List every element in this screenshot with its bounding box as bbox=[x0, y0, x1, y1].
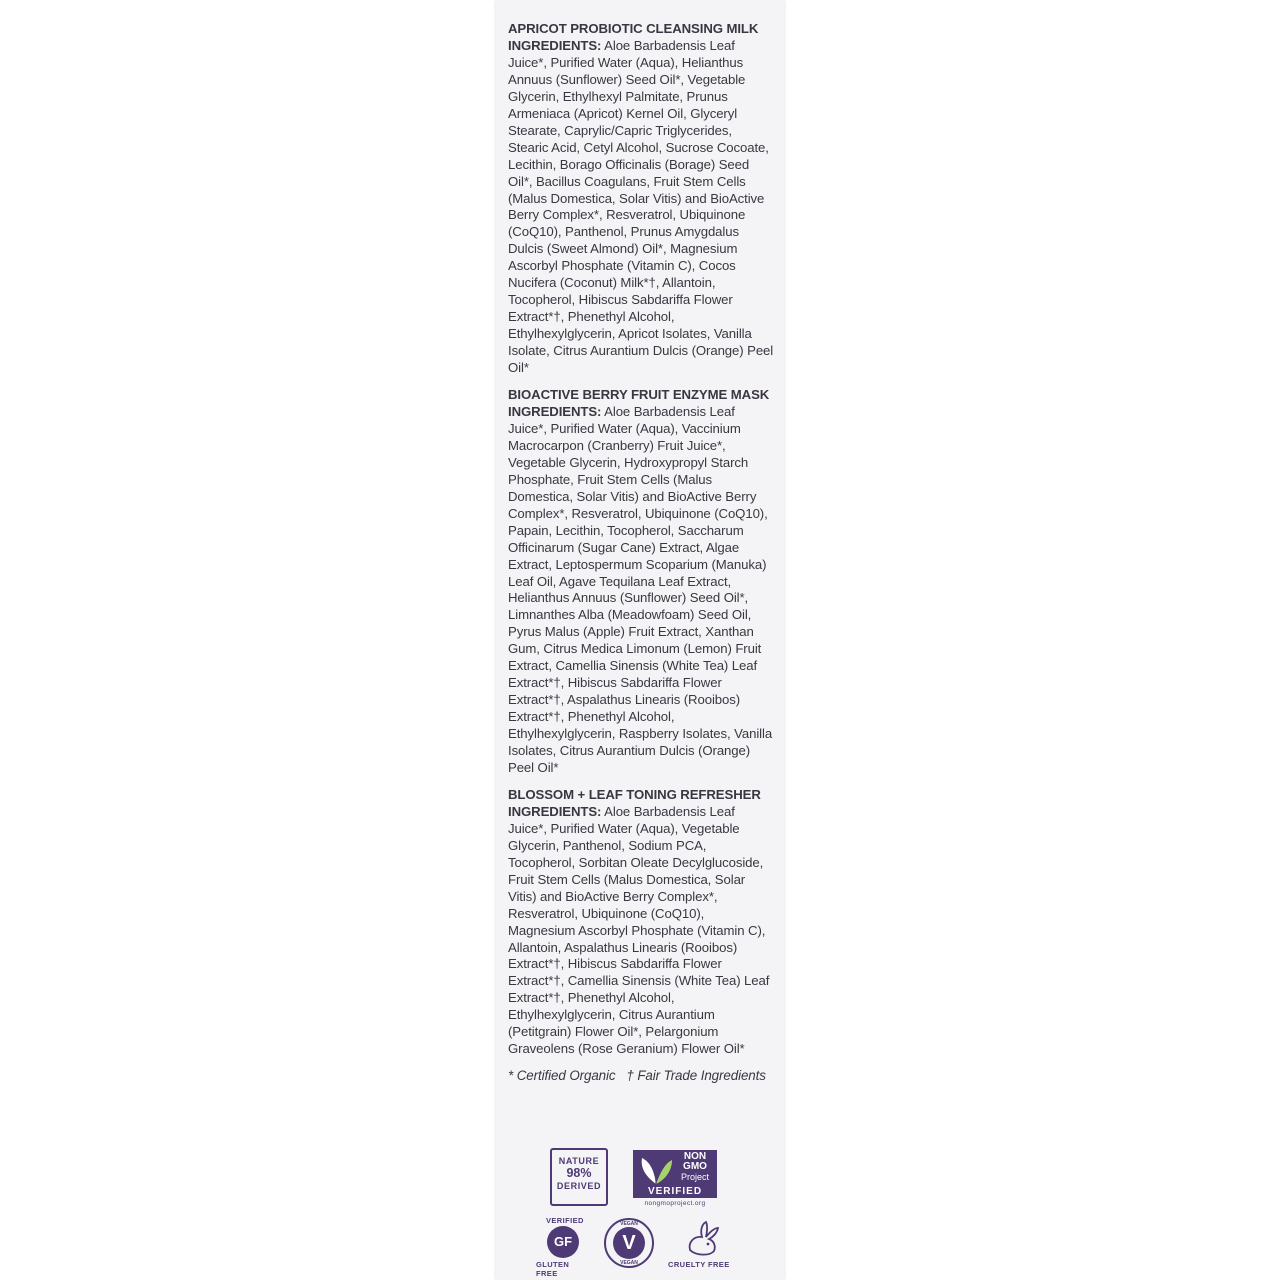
gf-verified-label: VERIFIED bbox=[546, 1216, 584, 1225]
section-enzyme-mask bbox=[508, 387, 774, 777]
vegan-badge bbox=[604, 1218, 654, 1268]
section-heading: APRICOT PROBIOTIC CLEANSING MILK INGREDIENTS: bbox=[508, 21, 759, 53]
vegan-ring-top: VEGAN bbox=[620, 1221, 638, 1227]
gf-label: GLUTEN FREE bbox=[536, 1260, 570, 1278]
nongmo-gmo: GMO bbox=[683, 1161, 707, 1172]
nongmo-project: Project bbox=[680, 1172, 709, 1182]
certification-badges-bottom bbox=[536, 1216, 756, 1278]
section-toning-refresher bbox=[508, 787, 774, 1058]
section-heading: BLOSSOM + LEAF TONING REFRESHER INGREDIENTS: bbox=[508, 786, 761, 819]
nature-derived-label: DERIVED bbox=[556, 1181, 602, 1191]
nongmo-non: NON bbox=[683, 1151, 707, 1162]
nature-label: NATURE bbox=[558, 1156, 600, 1166]
certification-badges-top bbox=[550, 1148, 750, 1210]
section-ingredients: Aloe Barbadensis Leaf Juice*, Purified Water (Aqua), Vaccinium Macrocarpon (Cranberry) Fruit Juice*, Vegetable Glycerin, Hydroxypropyl Starch Phosphate, Fruit Stem Cells (Malus Domestica, Solar Vitis) and BioActive Berry Complex*, Resveratrol, Ubiquinone (CoQ10), Papain, Lecithin, Tocopherol, Saccharum Officinarum (Sugar Cane) Extract, Algae Extract, Leptospermum Scoparium (Manuka) Leaf Oil, Agave Tequilana Leaf Extract, Helianthus Annuus (Sunflower) Seed Oil*, Limnanthes Alba (Meadowfoam) Seed Oil, Pyrus Malus (Apple) Fruit Extract, Xanthan Gum, Citrus Medica Limonum (Lemon) Fruit Extract, Camellia Sinensis (White Tea) Leaf Extract*†, Hibiscus Sabdariffa Flower Extract*†, Aspalathus Linearis (Rooibos) Extract*†, Phenethyl Alcohol, Ethylhexylglycerin, Raspberry Isolates, Vanilla Isolates, Citrus Aurantium Dulcis (Orange) Peel Oil* bbox=[508, 403, 773, 775]
vegan-icon: V bbox=[613, 1227, 645, 1259]
footnote: * Certified Organic † Fair Trade Ingredients bbox=[508, 1068, 766, 1084]
butterfly-leaf-icon bbox=[636, 1154, 676, 1188]
section-heading: BIOACTIVE BERRY FRUIT ENZYME MASK INGREDIENTS: bbox=[508, 387, 770, 419]
non-gmo-badge bbox=[633, 1150, 717, 1208]
ingredients-text-block bbox=[508, 21, 774, 1085]
nature-derived-badge bbox=[550, 1148, 608, 1206]
vegan-ring-bottom: VEGAN bbox=[620, 1260, 638, 1266]
section-cleansing-milk bbox=[508, 21, 774, 377]
cruelty-free-label: CRUELTY FREE bbox=[668, 1260, 730, 1269]
nature-percent: 98% bbox=[566, 1166, 592, 1180]
nongmo-url: nongmoproject.org bbox=[644, 1200, 706, 1207]
ingredients-panel bbox=[496, 0, 784, 1280]
gf-icon: GF bbox=[547, 1226, 579, 1258]
section-ingredients: Aloe Barbadensis Leaf Juice*, Purified Water (Aqua), Helianthus Annuus (Sunflower) Seed Oil*, Vegetable Glycerin, Ethylhexyl Palmitate, Prunus Armeniaca (Apricot) Kernel Oil, Glyceryl Stearate, Caprylic/Capric Triglycerides, Stearic Acid, Cetyl Alcohol, Sucrose Cocoate, Lecithin, Borago Officinalis (Borage) Seed Oil*, Bacillus Coagulans, Fruit Stem Cells (Malus Domestica, Solar Vitis) and BioActive Berry Complex*, Resveratrol, Ubiquinone (CoQ10), Panthenol, Prunus Amygdalus Dulcis (Sweet Almond) Oil*, Magnesium Ascorbyl Phosphate (Vitamin C), Cocos Nucifera (Coconut) Milk*†, Allantoin, Tocopherol, Hibiscus Sabdariffa Flower Extract*†, Phenethyl Alcohol, Ethylhexylglycerin, Apricot Isolates, Vanilla Isolate, Citrus Aurantium Dulcis (Orange) Peel Oil* bbox=[508, 37, 774, 376]
gluten-free-badge bbox=[536, 1216, 592, 1278]
section-ingredients: Aloe Barbadensis Leaf Juice*, Purified Water (Aqua), Vegetable Glycerin, Panthenol, Sodium PCA, Tocopherol, Sorbitan Oleate Decylglucoside, Fruit Stem Cells (Malus Domestica, Solar Vitis) and BioActive Berry Complex*, Resveratrol, Ubiquinone (CoQ10), Magnesium Ascorbyl Phosphate (Vitamin C), Allantoin, Aspalathus Linearis (Rooibos) Extract*†, Hibiscus Sabdariffa Flower Extract*†, Camellia Sinensis (White Tea) Leaf Extract*†, Phenethyl Alcohol, Ethylhexylglycerin, Citrus Aurantium (Petitgrain) Flower Oil*, Pelargonium Graveolens (Rose Geranium) Flower Oil* bbox=[508, 803, 770, 1057]
nongmo-verified: VERIFIED bbox=[633, 1186, 717, 1198]
bunny-icon bbox=[682, 1220, 728, 1260]
